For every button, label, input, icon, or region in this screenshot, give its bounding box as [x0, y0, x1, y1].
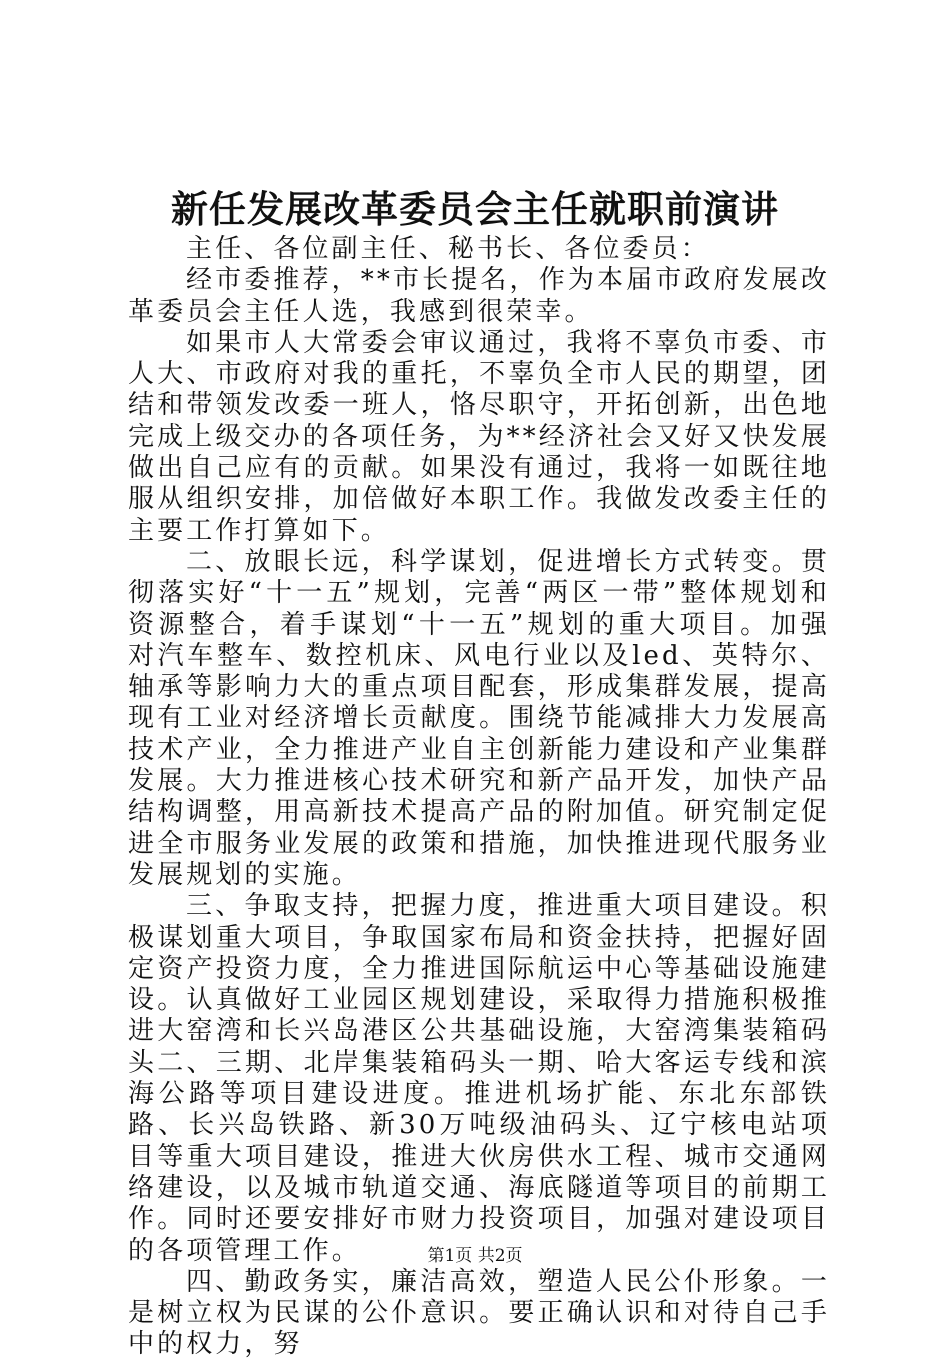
document-title: 新任发展改革委员会主任就职前演讲 — [171, 187, 779, 231]
page-number-footer: 第1页 共2页 — [427, 1246, 523, 1266]
body-paragraph: 如果市人大常委会审议通过，我将不辜负市委、市人大、市政府对我的重托，不辜负全市人民的期望，团结和带领发改委一班人，恪尽职守，开拓创新，出色地完成上级交办的各项任务，为**经济社会又好又快发展做出自己应有的贡献。如果没有通过，我将一如既往地服从组织安排，加倍做好本职工作。我做发改委主任的主要工作打算如下。 — [128, 327, 830, 546]
document-body — [128, 234, 830, 1361]
section-three-paragraph: 三、争取支持，把握力度，推进重大项目建设。积极谋划重大项目，争取国家布局和资金扶持，把握好固定资产投资力度，全力推进国际航运中心等基础设施建设。认真做好工业园区规划建设，采取得力措施积极推进大窑湾和长兴岛港区公共基础设施，大窑湾集装箱码头二、三期、北岸集装箱码头一期、哈大客运专线和滨海公路等项目建设进度。推进机场扩能、东北东部铁路、长兴岛铁路、新30万吨级油码头、辽宁核电站项目等重大项目建设，推进大伙房供水工程、城市交通网络建设，以及城市轨道交通、海底隧道等项目的前期工作。同时还要安排好市财力投资项目，加强对建设项目的各项管理工作。 — [128, 891, 830, 1266]
body-paragraph: 经市委推荐，**市长提名，作为本届市政府发展改革委员会主任人选，我感到很荣幸。 — [128, 265, 830, 327]
section-two-paragraph: 二、放眼长远，科学谋划，促进增长方式转变。贯彻落实好“十一五”规划，完善“两区一带”整体规划和资源整合，着手谋划“十一五”规划的重大项目。加强对汽车整车、数控机床、风电行业以及led、英特尔、轴承等影响力大的重点项目配套，形成集群发展，提高现有工业对经济增长贡献度。围绕节能减排大力发展高技术产业，全力推进产业自主创新能力建设和产业集群发展。大力推进核心技术研究和新产品开发，加快产品结构调整，用高新技术提高产品的附加值。研究制定促进全市服务业发展的政策和措施，加快推进现代服务业发展规划的实施。 — [128, 546, 830, 890]
section-four-paragraph: 四、勤政务实，廉洁高效，塑造人民公仆形象。一是树立权为民谋的公仆意识。要正确认识和对待自己手中的权力，努 — [128, 1266, 830, 1360]
salutation-paragraph: 主任、各位副主任、秘书长、各位委员： — [186, 234, 710, 264]
